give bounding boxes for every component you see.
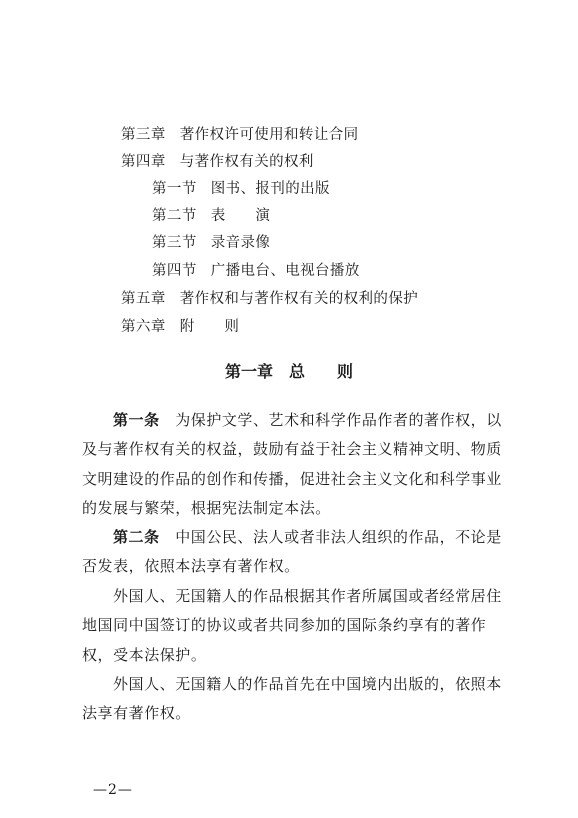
toc-title: 广播电台、电视台播放 bbox=[210, 263, 360, 279]
toc-number: 第三章 bbox=[121, 127, 166, 143]
paragraph: 外国人、无国籍人的作品首先在中国境内出版的，依照本法享有著作权。 bbox=[82, 675, 502, 723]
toc-number: 第一节 bbox=[152, 181, 197, 197]
article-2 bbox=[82, 523, 512, 582]
toc-title: 著作权和与著作权有关的权利的保护 bbox=[179, 291, 419, 307]
toc-number: 第三节 bbox=[152, 235, 197, 251]
toc-chapter-6 bbox=[111, 299, 239, 336]
toc-title: 录音录像 bbox=[210, 235, 271, 251]
toc-title: 图书、报刊的出版 bbox=[210, 181, 330, 197]
toc-number: 第六章 bbox=[121, 319, 166, 335]
toc-title: 表 演 bbox=[210, 208, 271, 224]
page-number: —2— bbox=[93, 782, 133, 798]
toc-number: 第四章 bbox=[121, 154, 166, 170]
article-label: 第二条 bbox=[113, 528, 160, 546]
chapter-title: 第一章 总 则 bbox=[224, 362, 353, 381]
article-text: 中国公民、法人或者非法人组织的作品，不论是否发表，依照本法享有著作权。 bbox=[82, 528, 502, 576]
paragraph: 外国人、无国籍人的作品根据其作者所属国或者经常居住地国同中国签订的协议或者共同参加的国际条约享有的著作权，受本法保护。 bbox=[82, 587, 502, 664]
toc-title: 附 则 bbox=[179, 319, 240, 335]
toc-title: 著作权许可使用和转让合同 bbox=[179, 127, 359, 143]
toc-title: 与著作权有关的权利 bbox=[179, 154, 314, 170]
article-label: 第一条 bbox=[113, 411, 160, 429]
toc-number: 第五章 bbox=[121, 291, 166, 307]
toc-number: 第四节 bbox=[152, 263, 197, 279]
article-text: 为保护文学、艺术和科学作品作者的著作权，以及与著作权有关的权益，鼓励有益于社会主义精神文明、物质文明建设的作品的创作和传播，促进社会主义文化和科学事业的发展与繁荣，根据宪法制定本法。 bbox=[82, 411, 502, 518]
article-1 bbox=[82, 406, 512, 524]
toc-number: 第二节 bbox=[152, 208, 197, 224]
